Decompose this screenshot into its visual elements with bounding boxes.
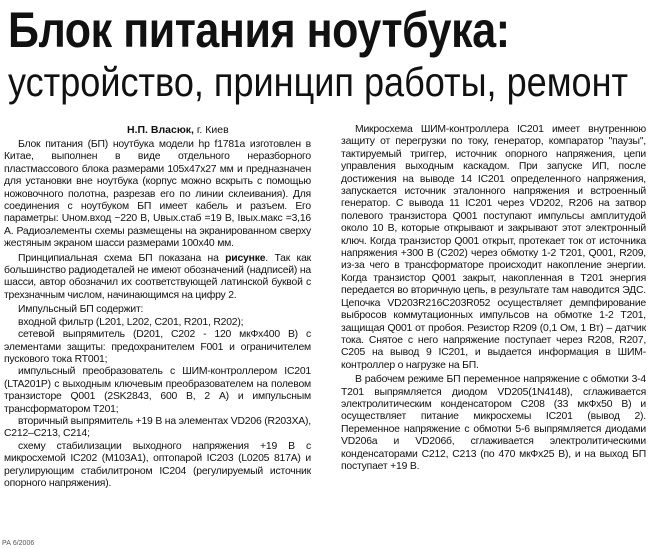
right-column <box>341 124 646 473</box>
schematic-note: . Так как большинство радиодеталей не имеют обозначений (надписей) на шасси, автор обозначил их соответствующей латинской буквой с трехзначным числом, начинающимся на цифру 2. <box>4 252 311 301</box>
list-item-secondary-rectifier: вторичный выпрямитель +19 В на элементах VD206 (R203XA), C212–C213, C214; <box>4 415 311 440</box>
right-paragraph-1: Микросхема ШИМ-контроллера IC201 имеет внутреннюю защиту от перегрузки по току, генератор, компаратор "паузы", тактируемый триггер, источник опорного напряжения, цепи управления выходным каскадом. При запуске ИП, после достижения на выводе 14 IC201 определенного напряжения, запускается источник эталонного напряжения и встроенный генератор. С вывода 11 IC201 через VD202, R206 на затвор полевого транзистора Q001 поступают импульсы амплитудой около 10 В, которые открывают и закрывают этот электронный ключ. Когда транзистор Q001 открыт, протекает ток от источника напряжения +300 В (C202) через обмотку 1-2 T201, Q001, R209, из-за чего в трансформаторе происходит накопление энергии. Когда транзистор Q001 закрыт, накопленная в T201 энергия передается во вторичную цепь, в результате там наводится ЭДС. Цепочка VD203R216C203R052 осуществляет демпфирование выбросов коммутационных импульсов на обмотке 1-2 T201, защищая Q001 от пробоя. Резистор R209 (0,1 Ом, 1 Вт) – датчик тока. Снятое с него напряжение поступает через R208, R207, C205 на вывод 9 IC201, и выдается информация в ШИМ-контроллер о нагрузке на БП. <box>341 124 646 371</box>
list-item-converter: импульсный преобразователь с ШИМ-контроллером IC201 (LTA201P) с выходным ключевым преобразователем на полевом транзисторе Q001 (2SK2843, 600 В, 2 А) и импульсным трансформатором T201; <box>4 366 311 415</box>
page-footer: РА 6/2006 <box>2 540 35 547</box>
list-item-stabilizer: схему стабилизации выходного напряжения +19 В с микросхемой IC202 (M103A1), оптопарой IC203 (L0205 817A) и регулирующим стабилитроном IC204 (регулируемый источник опорного напряжения). <box>4 440 311 489</box>
figure-reference: рисунке <box>225 252 266 264</box>
left-paragraph-2 <box>4 253 311 303</box>
list-item-rectifier: сетевой выпрямитель (D201, C202 - 120 мкФx400 В) с элементами защиты: предохранителем F001 и ограничителем пускового тока RT001; <box>4 329 311 365</box>
subheadline: устройство, принцип работы, ремонт <box>8 59 629 105</box>
byline <box>127 123 229 137</box>
list-item-input-filter: входной фильтр (L201, L202, C201, R201, R202); <box>18 316 244 328</box>
author-name: Н.П. Власюк, <box>127 124 194 136</box>
left-paragraph-1: Блок питания (БП) ноутбука модели hp f1781a изготовлен в Китае, выполнен в виде отдельного неразборного пластмассового блока размерами 105x47x27 мм и предназначен для установки вне ноутбука (корпус можно вскрыть с помощью ножовочного полотна, разрезав его по линии склеивания). Для соединения с ноутбуком БП имеет кабель и разъем. Его параметры: Uном.вход ~220 В, Uвых.стаб =19 В, Iвых.макс =3,16 А. Радиоэлементы схемы размещены на экранированном сверху жестяным экраном шасси размерами 100x40 мм. <box>4 139 311 250</box>
headline: Блок питания ноутбука: <box>8 2 510 58</box>
left-column <box>4 139 311 490</box>
right-paragraph-2: В рабочем режиме БП переменное напряжение с обмотки 3-4 T201 выпрямляется диодом VD205(1N4148), сглаживается электролитическим конденсатором C208 (33 мкФx50 В) и осуществляет питание микросхемы IC201 (вывод 2). Переменное напряжение с обмотки 5-6 выпрямляется диодами VD206a и VD206б, сглаживается электролитическими конденсаторами C212, C213 (по 470 мкФx25 В), и на выход БП поступает +19 В. <box>341 374 646 472</box>
schematic-intro: Принципиальная схема БП показана на <box>18 252 226 264</box>
left-paragraph-3: Импульсный БП содержит: <box>18 304 144 316</box>
author-city: г. Киев <box>193 124 229 136</box>
